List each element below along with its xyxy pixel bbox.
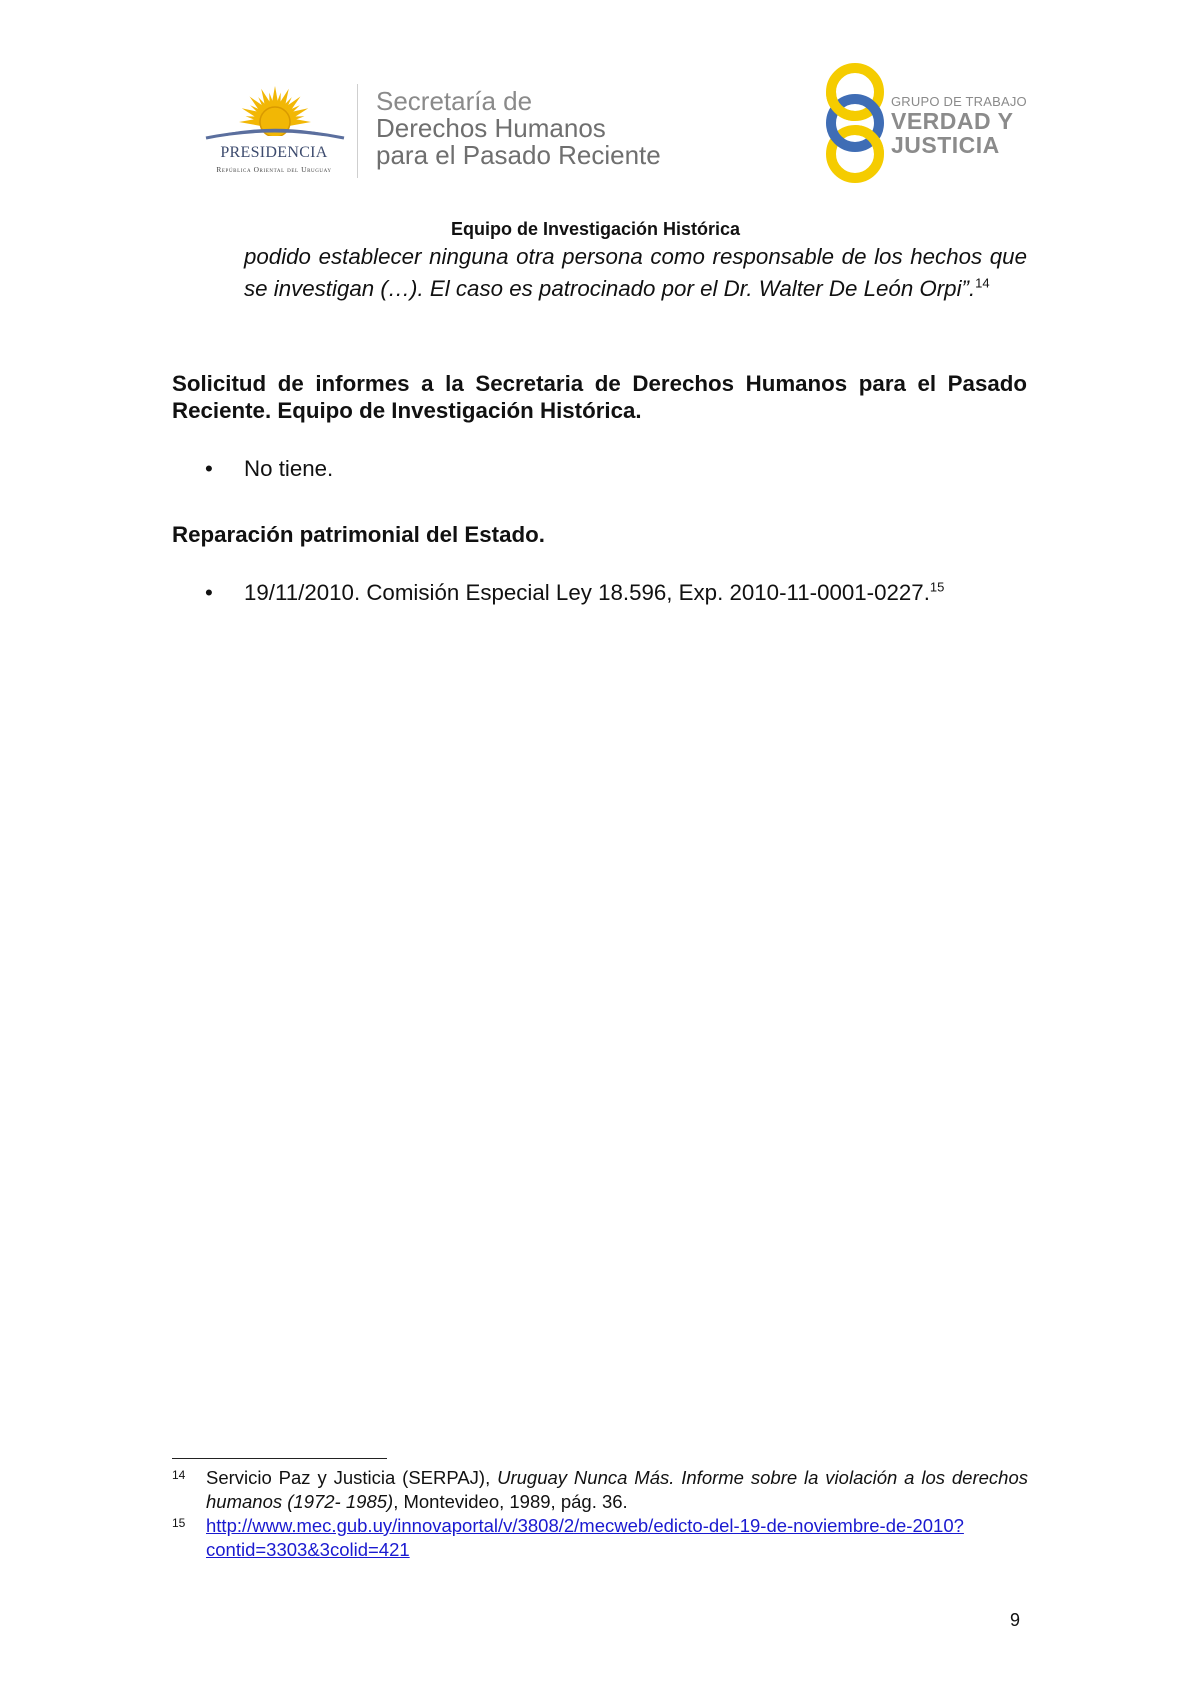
footnote-14-tail: , Montevideo, 1989, pág. 36. bbox=[393, 1490, 628, 1512]
presidencia-subtitle: República Oriental del Uruguay bbox=[216, 165, 332, 174]
footnote-14-title: Uruguay Nunca Más. Informe sobre la violación a los derechos humanos (1972- 1985) bbox=[206, 1467, 1028, 1512]
verdad-y-justicia-title bbox=[891, 94, 1027, 157]
quote-paragraph bbox=[244, 241, 1027, 304]
section-heading-reparacion: Reparación patrimonial del Estado. bbox=[172, 522, 545, 547]
footnote-ref-15[interactable]: 15 bbox=[929, 579, 945, 595]
gtvj-line-2: VERDAD Y bbox=[891, 108, 1014, 134]
footnote-14-text: Servicio Paz y Justicia (SERPAJ), bbox=[206, 1467, 498, 1488]
list-item: No tiene. bbox=[244, 456, 334, 481]
list-item bbox=[244, 580, 944, 606]
secretaria-title bbox=[376, 88, 661, 169]
gtvj-line-3: JUSTICIA bbox=[891, 132, 1000, 158]
secretaria-line-1: Secretaría de bbox=[376, 86, 533, 116]
secretaria-line-3: para el Pasado Reciente bbox=[376, 140, 661, 170]
bullet-symbol: • bbox=[205, 580, 213, 605]
presidencia-name: PRESIDENCIA bbox=[220, 144, 328, 161]
footnote-15-link[interactable]: http://www.mec.gub.uy/innovaportal/v/3808/2/mecweb/edicto-del-19-de-noviembre-de-2010?contid=3303&3colid=421 bbox=[206, 1515, 964, 1560]
secretaria-line-2: Derechos Humanos bbox=[376, 113, 606, 143]
footnote-number-15: 15 bbox=[172, 1516, 186, 1530]
quote-text: podido establecer ninguna otra persona como responsable de los hechos que se investigan (…). El caso es patrocinado por el Dr. Walter De León Orpi”. bbox=[244, 244, 1027, 301]
footnote-ref-14[interactable]: 14 bbox=[975, 275, 990, 291]
footnote-separator bbox=[172, 1458, 387, 1459]
footnote-14 bbox=[206, 1466, 1028, 1513]
section-heading-solicitud: Solicitud de informes a la Secretaria de Derechos Humanos para el Pasado Reciente. Equipo de Investigación Histórica. bbox=[172, 371, 1027, 423]
logo-divider bbox=[357, 84, 358, 178]
footnote-15 bbox=[206, 1514, 1028, 1561]
verdad-y-justicia-rings-logo bbox=[812, 62, 898, 186]
bullet-symbol: • bbox=[205, 456, 213, 481]
page-number: 9 bbox=[1010, 1610, 1021, 1630]
list-item-text: 19/11/2010. Comisión Especial Ley 18.596, Exp. 2010-11-0001-0227. bbox=[244, 580, 930, 605]
footnote-number-14: 14 bbox=[172, 1468, 186, 1482]
gtvj-line-1: GRUPO DE TRABAJO bbox=[891, 94, 1027, 109]
header-subtitle: Equipo de Investigación Histórica bbox=[450, 219, 741, 239]
